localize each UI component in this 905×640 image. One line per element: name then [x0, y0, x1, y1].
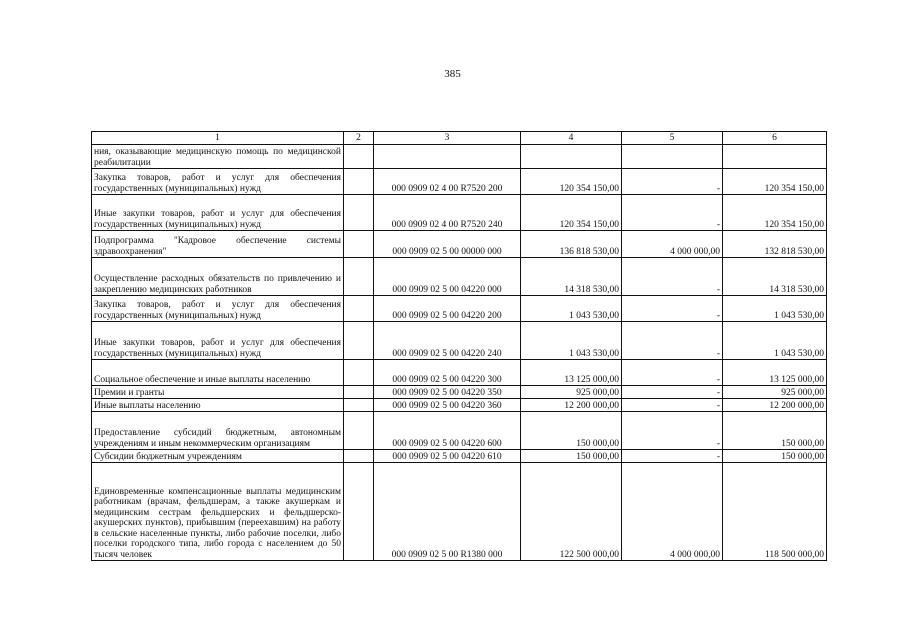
- row-col-2: [344, 412, 374, 450]
- row-code: 000 0909 02 4 00 R7520 240: [374, 195, 521, 231]
- row-value-6: 118 500 000,00: [723, 463, 827, 561]
- row-col-2: [344, 450, 374, 463]
- row-value-6: 1 043 530,00: [723, 322, 827, 360]
- row-value-5: 4 000 000,00: [622, 463, 723, 561]
- row-name: Закупка товаров, работ и услуг для обеспечения государственных (муниципальных) нужд: [92, 296, 344, 322]
- row-value-4: 1 043 530,00: [521, 296, 622, 322]
- row-code: 000 0909 02 5 00 04220 350: [374, 386, 521, 399]
- row-value-5: -: [622, 450, 723, 463]
- row-value-4: 13 125 000,00: [521, 360, 622, 386]
- row-value-5: [622, 145, 723, 169]
- header-row: [92, 132, 827, 145]
- row-name: Единовременные компенсационные выплаты медицинским работникам (врачам, фельдшерам, а также акушеркам и медицинским сестрам фельдшерских и фельдшерско-акушерских пунктов), прибывшим (переехавшим) на работу в сельские населенные пункты, либо рабочие поселки, либо поселки городского типа, либо города с населением до 50 тысяч человек: [92, 463, 344, 561]
- row-col-2: [344, 195, 374, 231]
- row-col-2: [344, 463, 374, 561]
- row-name: ния, оказывающие медицинскую помощь по медицинской реабилитации: [92, 145, 344, 169]
- row-value-6: 120 354 150,00: [723, 169, 827, 195]
- row-value-4: 925 000,00: [521, 386, 622, 399]
- table-row: [92, 258, 827, 296]
- row-name: Иные выплаты населению: [92, 399, 344, 412]
- row-value-4: 150 000,00: [521, 450, 622, 463]
- row-value-5: -: [622, 195, 723, 231]
- table-row: [92, 412, 827, 450]
- page-number: 385: [444, 68, 461, 80]
- row-code: [374, 145, 521, 169]
- table-row: [92, 399, 827, 412]
- budget-table: [91, 131, 827, 561]
- row-name: Иные закупки товаров, работ и услуг для обеспечения государственных (муниципальных) нужд: [92, 195, 344, 231]
- row-col-2: [344, 258, 374, 296]
- row-value-5: -: [622, 386, 723, 399]
- row-col-2: [344, 231, 374, 258]
- row-code: 000 0909 02 4 00 R7520 200: [374, 169, 521, 195]
- row-value-4: 120 354 150,00: [521, 169, 622, 195]
- row-name: Социальное обеспечение и иные выплаты населению: [92, 360, 344, 386]
- row-col-2: [344, 296, 374, 322]
- row-value-4: 1 043 530,00: [521, 322, 622, 360]
- row-name: Подпрограмма "Кадровое обеспечение системы здравоохранения": [92, 231, 344, 258]
- header-col-4: 4: [521, 132, 622, 145]
- row-value-4: 120 354 150,00: [521, 195, 622, 231]
- row-value-4: 14 318 530,00: [521, 258, 622, 296]
- row-name: Осуществление расходных обязательств по привлечению и закреплению медицинских работников: [92, 258, 344, 296]
- table-row: [92, 360, 827, 386]
- row-value-6: 150 000,00: [723, 450, 827, 463]
- row-code: 000 0909 02 5 00 04220 240: [374, 322, 521, 360]
- table-row: [92, 463, 827, 561]
- table-row: [92, 296, 827, 322]
- row-value-5: -: [622, 412, 723, 450]
- row-col-2: [344, 399, 374, 412]
- row-value-5: -: [622, 322, 723, 360]
- row-code: 000 0909 02 5 00 04220 600: [374, 412, 521, 450]
- row-code: 000 0909 02 5 00 R1380 000: [374, 463, 521, 561]
- row-value-4: [521, 145, 622, 169]
- row-value-5: -: [622, 360, 723, 386]
- row-value-6: 132 818 530,00: [723, 231, 827, 258]
- row-value-6: [723, 145, 827, 169]
- row-name: Субсидии бюджетным учреждениям: [92, 450, 344, 463]
- row-value-6: 12 200 000,00: [723, 399, 827, 412]
- row-name: Премии и гранты: [92, 386, 344, 399]
- table-row: [92, 450, 827, 463]
- table-row: [92, 145, 827, 169]
- row-value-6: 14 318 530,00: [723, 258, 827, 296]
- header-col-3: 3: [374, 132, 521, 145]
- row-value-4: 150 000,00: [521, 412, 622, 450]
- row-code: 000 0909 02 5 00 04220 360: [374, 399, 521, 412]
- row-col-2: [344, 360, 374, 386]
- row-value-6: 13 125 000,00: [723, 360, 827, 386]
- row-value-6: 120 354 150,00: [723, 195, 827, 231]
- row-value-6: 1 043 530,00: [723, 296, 827, 322]
- row-code: 000 0909 02 5 00 04220 000: [374, 258, 521, 296]
- header-col-5: 5: [622, 132, 723, 145]
- row-code: 000 0909 02 5 00 04220 610: [374, 450, 521, 463]
- row-code: 000 0909 02 5 00 04220 300: [374, 360, 521, 386]
- table-row: [92, 231, 827, 258]
- row-code: 000 0909 02 5 00 04220 200: [374, 296, 521, 322]
- row-value-5: -: [622, 296, 723, 322]
- row-name: Предоставление субсидий бюджетным, автономным учреждениям и иным некоммерческим организациям: [92, 412, 344, 450]
- row-value-5: 4 000 000,00: [622, 231, 723, 258]
- row-code: 000 0909 02 5 00 00000 000: [374, 231, 521, 258]
- row-value-5: -: [622, 169, 723, 195]
- row-value-5: -: [622, 258, 723, 296]
- table-row: [92, 169, 827, 195]
- row-col-2: [344, 145, 374, 169]
- row-col-2: [344, 322, 374, 360]
- row-name: Иные закупки товаров, работ и услуг для обеспечения государственных (муниципальных) нужд: [92, 322, 344, 360]
- row-value-4: 122 500 000,00: [521, 463, 622, 561]
- row-value-4: 12 200 000,00: [521, 399, 622, 412]
- header-col-6: 6: [723, 132, 827, 145]
- table-row: [92, 322, 827, 360]
- row-name: Закупка товаров, работ и услуг для обеспечения государственных (муниципальных) нужд: [92, 169, 344, 195]
- row-col-2: [344, 386, 374, 399]
- header-col-2: 2: [344, 132, 374, 145]
- row-col-2: [344, 169, 374, 195]
- table-row: [92, 386, 827, 399]
- table-row: [92, 195, 827, 231]
- row-value-5: -: [622, 399, 723, 412]
- row-value-4: 136 818 530,00: [521, 231, 622, 258]
- row-value-6: 925 000,00: [723, 386, 827, 399]
- header-col-1: 1: [92, 132, 344, 145]
- row-value-6: 150 000,00: [723, 412, 827, 450]
